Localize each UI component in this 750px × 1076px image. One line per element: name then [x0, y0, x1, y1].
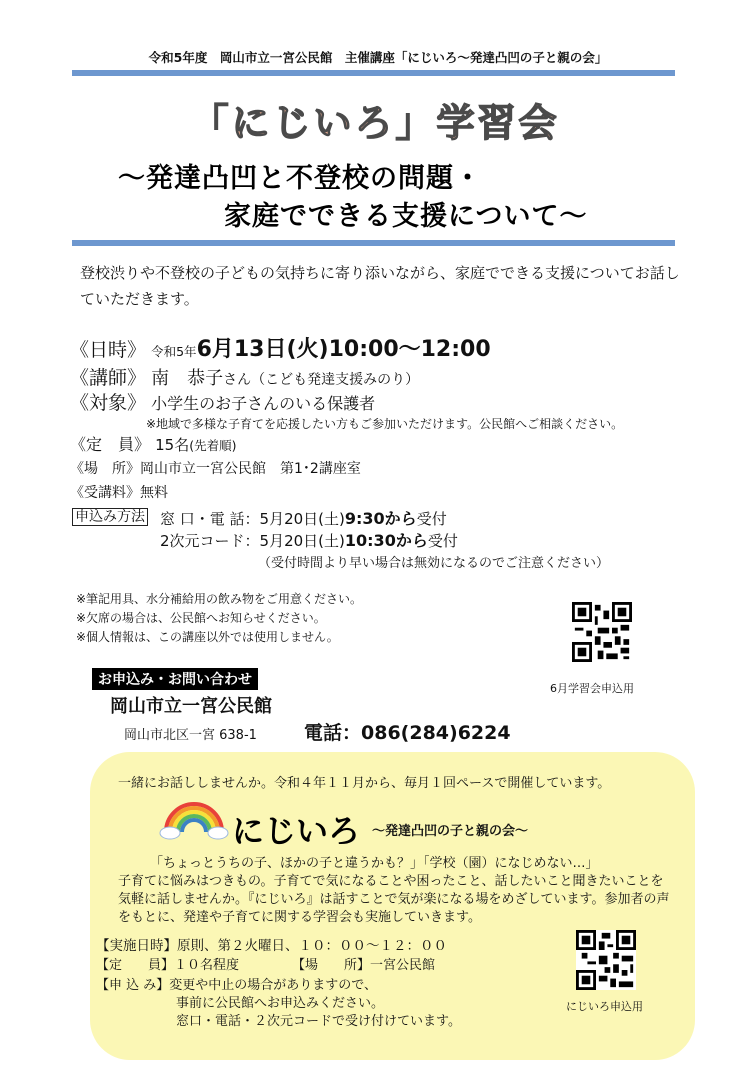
- fee-value: 無料: [140, 485, 168, 501]
- qr-code-icon[interactable]: [572, 602, 632, 662]
- apply-line-1-suffix: 受付: [416, 510, 447, 528]
- nijiiro-quote: 「ちょっとうちの子、ほかの子と違うかも？」「学校（園）になじめない…」: [150, 856, 599, 871]
- subtitle-line-1: ～発達凸凹と不登校の問題・: [118, 163, 482, 194]
- contact-name: 岡山市立一宮公民館: [110, 696, 272, 717]
- place-row: [70, 458, 361, 478]
- fee-row: [70, 482, 168, 502]
- lecturer-label: 《講師》: [70, 367, 147, 389]
- nijiiro-place: 【場 所】一宮公民館: [292, 958, 436, 973]
- fee-label: 《受講料》: [70, 485, 140, 501]
- apply-method-label: 申込み方法: [72, 508, 148, 526]
- nijiiro-apply-1: 【申 込 み】変更や中止の場合がありますので、: [96, 978, 378, 993]
- note-3: ※個人情報は、この講座以外では使用しません。: [76, 630, 339, 644]
- datetime-main: 6月13日(火)10:00～12:00: [196, 337, 491, 362]
- apply-line-1: [160, 506, 447, 529]
- nijiiro-date: 【実施日時】原則、第２火曜日、１０：００～１２：００: [96, 938, 447, 954]
- contact-heading: お申込み・お問い合わせ: [92, 668, 258, 690]
- apply-line-1-prefix: 窓 口・電 話：5月20日(土): [160, 510, 345, 528]
- datetime-prefix: 令和5年: [151, 344, 197, 359]
- rainbow-icon: [158, 796, 230, 840]
- qr-code-icon[interactable]: [576, 930, 636, 990]
- lecturer-row: [70, 363, 419, 390]
- capacity-row: [70, 432, 236, 455]
- lecturer-name: 南 恭子: [151, 368, 224, 389]
- lecturer-suffix: さん（こども発達支援みのり）: [223, 372, 420, 388]
- nijiiro-lead: 一緒にお話ししませんか。令和４年１１月から、毎月１回ペースで開催しています。: [118, 776, 611, 791]
- datetime-row: [70, 332, 491, 363]
- nijiiro-body-3: をもとに、発達や子育てに関する学習会も実施していきます。: [118, 910, 481, 925]
- note-2: ※欠席の場合は、公民館へお知らせください。: [76, 611, 326, 625]
- datetime-label: 《日時》: [70, 339, 147, 361]
- title-divider: [72, 240, 675, 246]
- note-1: ※筆記用具、水分補給用の飲み物をご用意ください。: [76, 592, 363, 606]
- nijiiro-body-2: 気軽に話しませんか。『にじいろ』は話すことで気が楽になる場をめざしています。参加者の声: [118, 892, 670, 907]
- apply-line-1-time: 9:30から: [344, 509, 417, 528]
- contact-address: 岡山市北区一宮 638-1: [124, 728, 257, 743]
- apply-row-1: [72, 506, 148, 526]
- top-divider: [72, 70, 675, 76]
- target-value: 小学生のお子さんのいる保護者: [151, 394, 376, 413]
- apply-line-2: [160, 528, 458, 551]
- target-note: ※地域で多様な子育てを応援したい方もご参加いただけます。公民館へご相談ください。: [146, 417, 624, 431]
- nijiiro-subname: ～発達凸凹の子と親の会～: [372, 824, 529, 839]
- place-label: 《場 所》: [70, 461, 140, 477]
- contact-tel: 電話：086(284)6224: [304, 722, 511, 744]
- nijiiro-qr-caption: にじいろ申込用: [566, 1000, 643, 1013]
- page-title: 「にじいろ」学習会: [190, 101, 560, 145]
- nijiiro-name: にじいろ: [232, 812, 361, 850]
- apply-note: （受付時間より早い場合は無効になるのでご注意ください）: [258, 556, 610, 571]
- header-org-line: 令和5年度 岡山市立一宮公民館 主催講座「にじいろ～発達凸凹の子と親の会」: [148, 50, 608, 65]
- place-value: 岡山市立一宮公民館 第1･2講座室: [140, 461, 361, 477]
- apply-line-2-time: 10:30から: [344, 531, 428, 550]
- qr-caption: 6月学習会申込用: [550, 682, 634, 695]
- apply-line-2-suffix: 受付: [427, 532, 458, 550]
- target-label: 《対象》: [70, 392, 147, 414]
- capacity-label: 《定 員》: [70, 435, 151, 454]
- nijiiro-capacity: 【定 員】１０名程度: [96, 958, 240, 973]
- nijiiro-body-1: 子育てに悩みはつきもの。子育てで気になることや困ったこと、話したいこと聞きたいことを: [118, 874, 664, 889]
- apply-line-2-prefix: 2次元コード：5月20日(土): [160, 532, 345, 550]
- nijiiro-apply-2: 事前に公民館へお申込みください。: [176, 996, 385, 1011]
- subtitle-line-2: 家庭でできる支援について～: [224, 201, 588, 232]
- capacity-note: (先着順): [189, 438, 237, 453]
- nijiiro-apply-3: 窓口・電話・２次元コードで受け付けています。: [176, 1014, 461, 1029]
- intro-text: 登校渋りや不登校の子どもの気持ちに寄り添いながら、家庭でできる支援についてお話していただきます。: [80, 264, 680, 308]
- target-row: [70, 388, 375, 415]
- capacity-value: 15名: [155, 436, 190, 454]
